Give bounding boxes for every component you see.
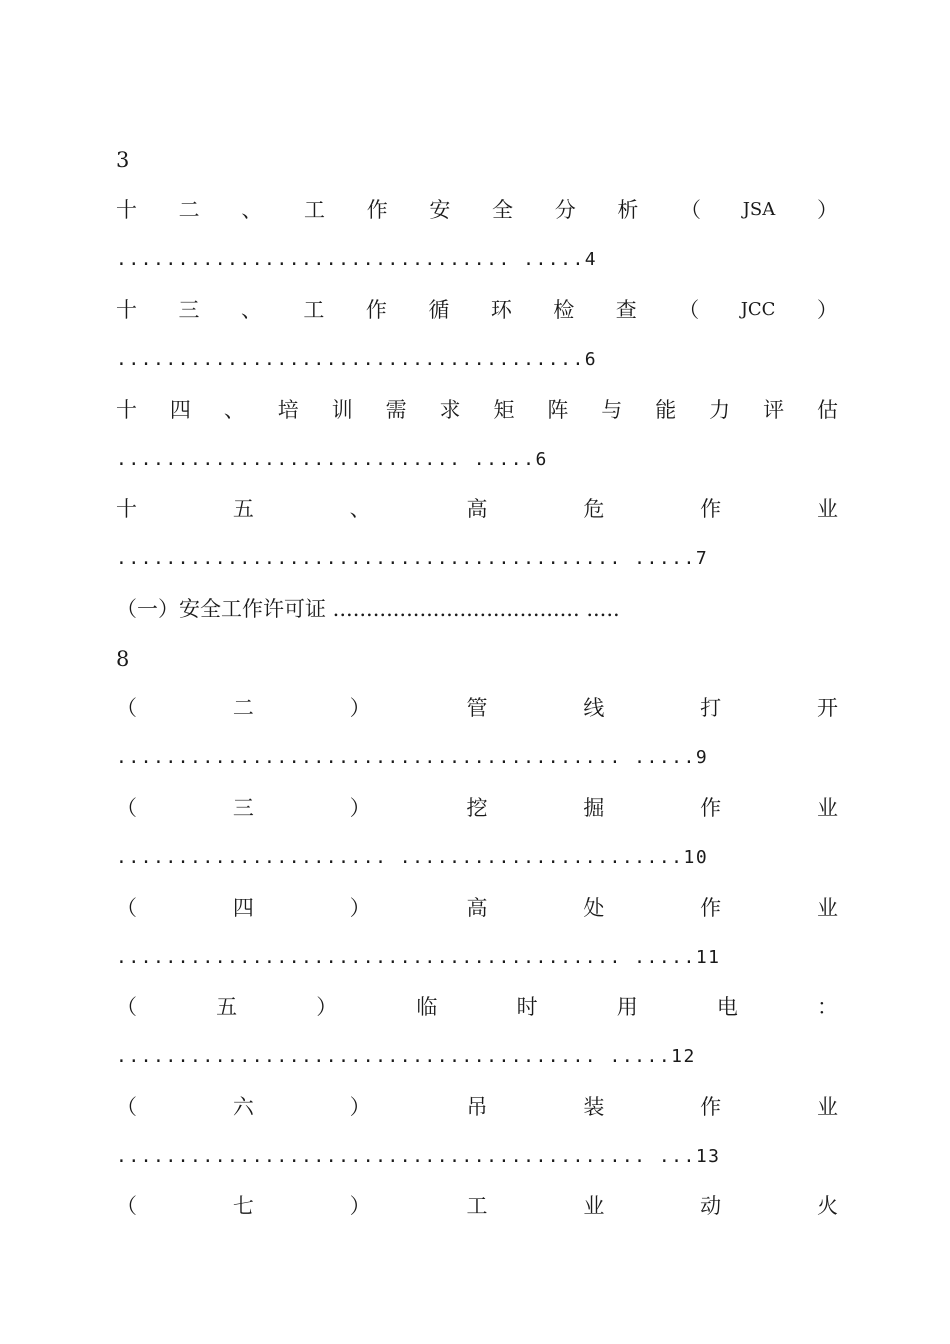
toc-char: 五 xyxy=(232,497,254,521)
toc-char: 培 xyxy=(277,398,299,422)
toc-char: 估 xyxy=(816,398,838,422)
toc-char: 处 xyxy=(583,896,605,920)
toc-char: ） xyxy=(349,796,371,820)
toc-char: 工 xyxy=(466,1194,488,1218)
toc-char: （ xyxy=(116,1095,137,1119)
toc-char: 时 xyxy=(516,995,538,1019)
toc-entry-15 xyxy=(116,494,838,524)
toc-char: （ xyxy=(116,696,137,720)
toc-char: 、 xyxy=(223,398,245,422)
toc-char: （ xyxy=(116,896,137,920)
toc-entry-15-5 xyxy=(116,992,838,1022)
toc-char: 分 xyxy=(554,198,576,222)
toc-char: 十 xyxy=(116,398,137,422)
toc-char: （ xyxy=(116,995,137,1019)
toc-char: JCC xyxy=(740,299,776,320)
toc-leader-15-3: ...................... .......................10 xyxy=(116,847,709,868)
toc-entry-15-7 xyxy=(116,1191,838,1221)
toc-leader-15-2: ......................................... .....9 xyxy=(116,747,709,768)
toc-char: 用 xyxy=(616,995,638,1019)
toc-char: 挖 xyxy=(466,796,488,820)
toc-char: 矩 xyxy=(493,398,515,422)
toc-entry-13 xyxy=(116,295,838,325)
toc-char: 检 xyxy=(553,298,575,322)
toc-char: 、 xyxy=(240,298,262,322)
toc-char: 业 xyxy=(583,1194,605,1218)
toc-char: ） xyxy=(349,1095,371,1119)
toc-char: 二 xyxy=(232,696,254,720)
toc-char: 工 xyxy=(303,298,325,322)
toc-page-number-8 xyxy=(116,644,838,674)
toc-char: 全 xyxy=(492,198,514,222)
toc-char: 五 xyxy=(216,995,238,1019)
toc-char: 能 xyxy=(655,398,677,422)
toc-char: 阵 xyxy=(547,398,569,422)
toc-char: （ xyxy=(116,1194,137,1218)
toc-char: ） xyxy=(316,995,338,1019)
toc-char: 环 xyxy=(490,298,512,322)
toc-char: 高 xyxy=(466,896,488,920)
toc-leader-15-5: ....................................... .....12 xyxy=(116,1046,696,1067)
toc-char: 吊 xyxy=(466,1095,488,1119)
toc-char: 火 xyxy=(816,1194,838,1218)
page-number-text: 3 xyxy=(116,148,130,172)
toc-char: 工 xyxy=(304,198,326,222)
toc-char: （ xyxy=(680,198,702,222)
toc-char: 业 xyxy=(816,796,838,820)
toc-char: 需 xyxy=(385,398,407,422)
toc-char: 十 xyxy=(116,298,137,322)
toc-char: 循 xyxy=(428,298,450,322)
toc-char: 作 xyxy=(366,198,388,222)
toc-char: 临 xyxy=(416,995,438,1019)
toc-char: 动 xyxy=(700,1194,722,1218)
toc-char: ） xyxy=(349,1194,371,1218)
toc-char: 打 xyxy=(700,696,722,720)
toc-char: 作 xyxy=(700,896,722,920)
toc-char: 管 xyxy=(466,696,488,720)
toc-char: 训 xyxy=(331,398,353,422)
toc-char: ） xyxy=(816,198,838,222)
toc-char: 业 xyxy=(816,497,838,521)
toc-char: JSA xyxy=(742,199,776,220)
toc-char: 四 xyxy=(169,398,191,422)
toc-entry-12 xyxy=(116,195,838,225)
toc-char: 电 xyxy=(716,995,738,1019)
toc-char: 业 xyxy=(816,1095,838,1119)
toc-char: 十 xyxy=(116,198,137,222)
toc-char: 评 xyxy=(763,398,785,422)
page-number-text: 8 xyxy=(116,647,130,671)
toc-char: 开 xyxy=(816,696,838,720)
toc-entry-15-2 xyxy=(116,693,838,723)
toc-char: 三 xyxy=(178,298,200,322)
toc-char: 十 xyxy=(116,497,137,521)
toc-leader-15-4: ......................................... .....11 xyxy=(116,947,721,968)
toc-char: 作 xyxy=(365,298,387,322)
toc-char: 高 xyxy=(466,497,488,521)
toc-char: 装 xyxy=(583,1095,605,1119)
toc-entry-15-6 xyxy=(116,1092,838,1122)
toc-char: ） xyxy=(349,896,371,920)
toc-char: 掘 xyxy=(583,796,605,820)
toc-entry-14 xyxy=(116,395,838,425)
toc-char: 析 xyxy=(617,198,639,222)
toc-entry-15-1-text: （一）安全工作许可证 ..................................... ..... xyxy=(116,597,620,621)
toc-char: 、 xyxy=(349,497,371,521)
toc-page-number xyxy=(116,145,838,175)
toc-leader-15-6: ........................................... ...13 xyxy=(116,1146,721,1167)
toc-char: 危 xyxy=(583,497,605,521)
toc-char: ） xyxy=(816,298,838,322)
toc-char: 二 xyxy=(178,198,200,222)
toc-char: ） xyxy=(349,696,371,720)
toc-char: 业 xyxy=(816,896,838,920)
toc-char: ： xyxy=(816,995,838,1019)
toc-char: 、 xyxy=(241,198,263,222)
toc-char: 七 xyxy=(232,1194,254,1218)
toc-char: （ xyxy=(116,796,137,820)
toc-entry-15-3 xyxy=(116,793,838,823)
toc-char: 三 xyxy=(232,796,254,820)
toc-char: 四 xyxy=(232,896,254,920)
toc-char: 查 xyxy=(615,298,637,322)
toc-char: 作 xyxy=(700,497,722,521)
toc-char: 作 xyxy=(700,1095,722,1119)
toc-char: 六 xyxy=(232,1095,254,1119)
toc-leader-13: ......................................6 xyxy=(116,349,598,370)
toc-char: （ xyxy=(678,298,700,322)
toc-entry-15-1 xyxy=(116,594,848,624)
toc-leader-15: ......................................... .....7 xyxy=(116,548,709,569)
toc-leader-14: ............................ .....6 xyxy=(116,449,548,470)
toc-char: 求 xyxy=(439,398,461,422)
toc-char: 与 xyxy=(601,398,623,422)
toc-char: 安 xyxy=(429,198,451,222)
toc-char: 作 xyxy=(700,796,722,820)
toc-leader-12: ................................ .....4 xyxy=(116,249,598,270)
toc-char: 力 xyxy=(709,398,731,422)
toc-entry-15-4 xyxy=(116,893,838,923)
toc-char: 线 xyxy=(583,696,605,720)
